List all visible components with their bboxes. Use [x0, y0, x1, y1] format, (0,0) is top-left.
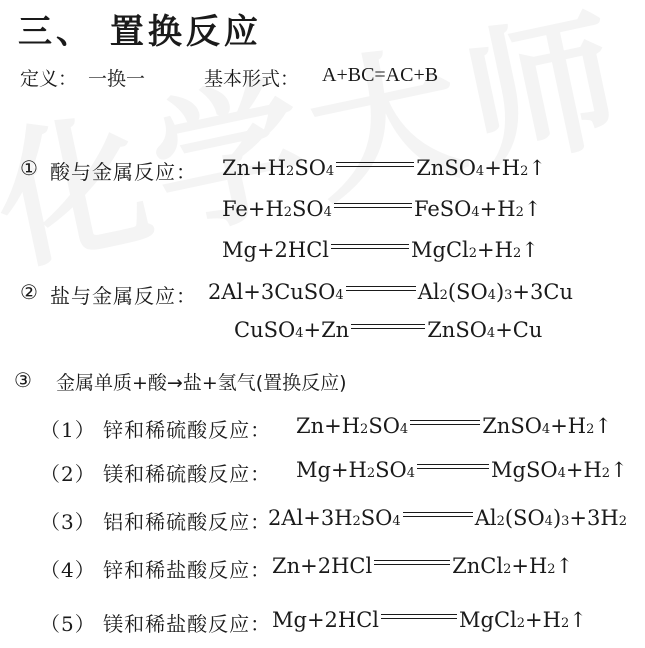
equation: Mg+2HCl MgCl $_2$ +H 2 ↑ — [222, 238, 539, 262]
section-label: 金属单质+酸→盐+氢气(置换反应) — [56, 372, 347, 394]
definition-value: 一换一 — [88, 68, 146, 90]
item-label: （5） 镁和稀盐酸反应： — [40, 612, 272, 636]
item-label: （1） 锌和稀硫酸反应： — [40, 418, 272, 442]
section-marker: ③ — [14, 368, 32, 392]
equation: 2Al+3CuSO 4 Al $_2$ (SO 4 ) 3 +3Cu — [208, 280, 573, 304]
equation: Fe+H 2 SO 4 FeSO $_4$ +H 2 ↑ — [222, 197, 542, 221]
page-title: 三、 置换反应 — [18, 12, 262, 52]
equation: 2Al+3H 2 SO 4 Al $_2$ (SO 4 ) 3 +3H 2 — [268, 506, 627, 530]
equation: CuSO 4 +Zn ZnSO $_4$ +Cu — [234, 318, 543, 342]
item-label: （4） 锌和稀盐酸反应： — [40, 558, 272, 582]
section-marker: ② — [20, 280, 38, 304]
equation: Zn+2HCl ZnCl $_2$ +H 2 ↑ — [272, 554, 574, 578]
definition-label: 定义： — [20, 68, 78, 90]
section-marker: ① — [20, 156, 38, 180]
equation: Mg+H 2 SO 4 MgSO $_4$ +H 2 ↑ — [296, 458, 628, 482]
section-label: 盐与金属反应： — [50, 284, 197, 308]
equation: Zn+H 2 SO 4 ZnSO $_4$ +H 2 ↑ — [296, 414, 613, 438]
basic-form: A+BC=AC+B — [322, 64, 439, 86]
item-label: （2） 镁和稀硫酸反应： — [40, 462, 272, 486]
basic-form-label: 基本形式： — [204, 68, 300, 90]
section-label: 酸与金属反应： — [50, 160, 197, 184]
item-label: （3） 铝和稀硫酸反应： — [40, 510, 272, 534]
equation: Mg+2HCl MgCl $_2$ +H 2 ↑ — [272, 608, 587, 632]
equation: Zn+H 2 SO 4 ZnSO $_4$ +H 2 ↑ — [222, 156, 547, 180]
